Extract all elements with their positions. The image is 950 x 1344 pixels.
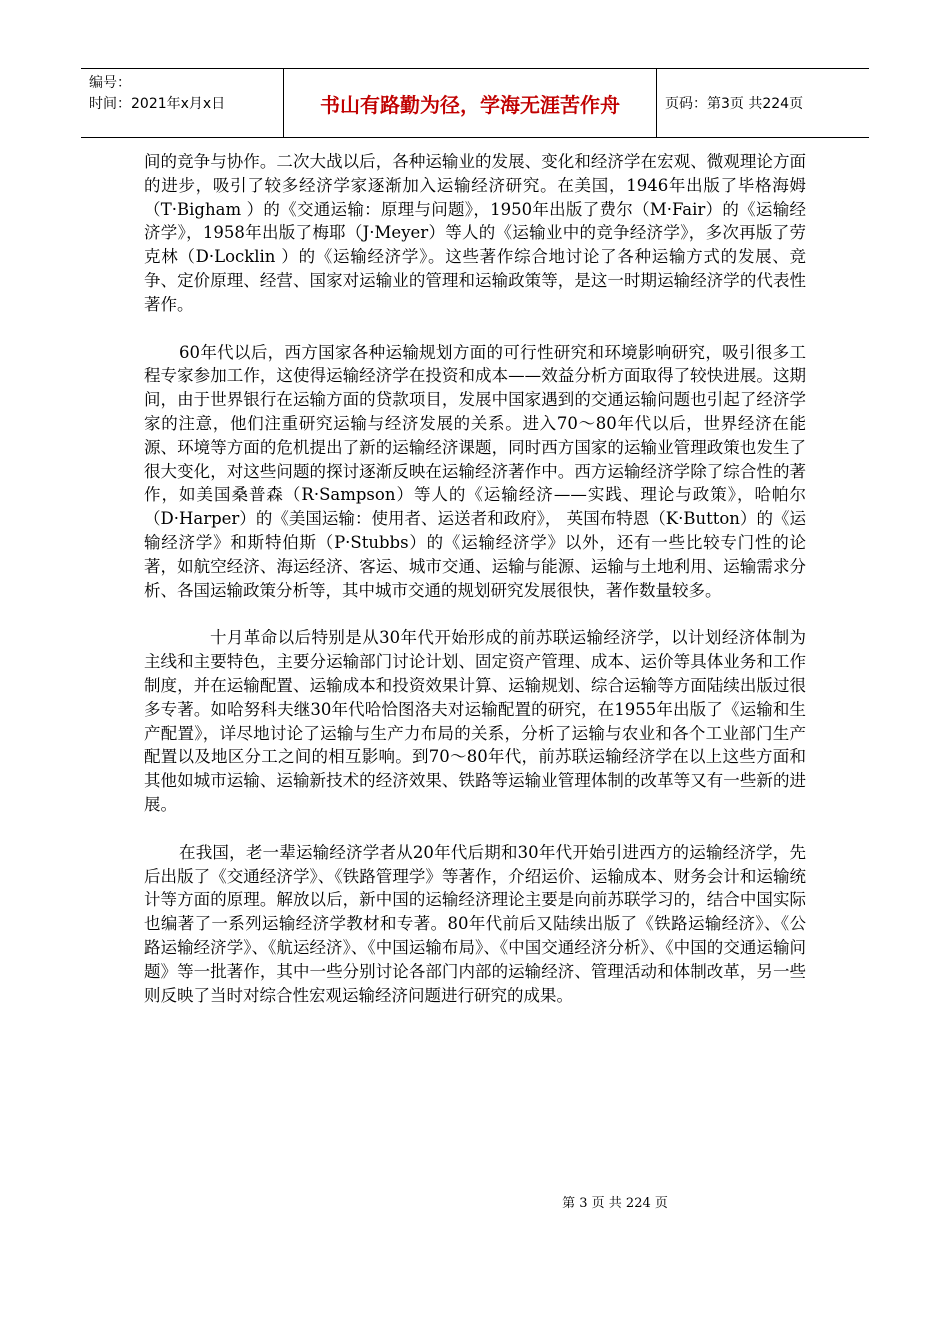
paragraph-1: 间的竞争与协作。二次大战以后，各种运输业的发展、变化和经济学在宏观、微观理论方面的进步，吸引了较多经济学家逐渐加入运输经济研究。在美国，1946年出版了毕格海姆（T·Bigham ）的《交通运输：原理与问题》，1950年出版了费尔（M·Fair）的《运输经济学》，1958年出版了梅耶（J·Meyer）等人的《运输业中的竞争经济学》，多次再版了劳克林（D·Locklin ）的《运输经济学》。这些著作综合地讨论了各种运输方式的发展、竞争、定价原理、经营、国家对运输业的管理和运输政策等，是这一时期运输经济学的代表性著作。 — [144, 152, 806, 314]
page-footer: 第 3 页 共 224 页 — [562, 1196, 668, 1211]
page-header — [81, 68, 869, 138]
header-meta — [81, 69, 284, 137]
paragraph-4: 在我国，老一辈运输经济学者从20年代后期和30年代开始引进西方的运输经济学，先后出版了《交通经济学》、《铁路管理学》等著作，介绍运价、运输成本、财务会计和运输统计等方面的原理。解放以后，新中国的运输经济理论主要是向前苏联学习的，结合中国实际也编著了一系列运输经济学教材和专著。80年代前后又陆续出版了《铁路运输经济》、《公路运输经济学》、《航运经济》、《中国运输布局》、《中国交通经济分析》、《中国的交通运输问题》等一批著作，其中一些分别讨论各部门内部的运输经济、管理活动和体制改革，另一些则反映了当时对综合性宏观运输经济问题进行研究的成果。 — [144, 842, 806, 1005]
document-date: 时间：2021年x月x日 — [89, 96, 226, 112]
document-number-label: 编号： — [89, 75, 131, 91]
paragraph-2: 60年代以后，西方国家各种运输规划方面的可行性研究和环境影响研究，吸引很多工程专家参加工作，这使得运输经济学在投资和成本——效益分析方面取得了较快进展。这期间，由于世界银行在运输方面的贷款项目，发展中国家遇到的交通运输问题也引起了经济学家的注意，他们注重研究运输与经济发展的关系。进入70～80年代以后，世界经济在能源、环境等方面的危机提出了新的运输经济课题，同时西方国家的运输业管理政策也发生了很大变化，对这些问题的探讨逐渐反映在运输经济著作中。西方运输经济学除了综合性的著作，如美国桑普森（R·Sampson）等人的《运输经济——实践、理论与政策》，哈帕尔（D·Harper）的《美国运输：使用者、运送者和政府》， 英国布特恩（K·Button）的《运输经济学》和斯特伯斯（P·Stubbs）的《运输经济学》以外，还有一些比较专门性的论著，如航空经济、海运经济、客运、城市交通、运输与能源、运输与土地利用、运输需求分析、各国运输政策分析等，其中城市交通的规划研究发展很快，著作数量较多。 — [144, 342, 806, 600]
header-motto: 书山有路勤为径，学海无涯苦作舟 — [284, 69, 657, 137]
header-page-info: 页码：第3页 共224页 — [665, 96, 804, 112]
document-body — [144, 150, 806, 1007]
paragraph-3: 十月革命以后特别是从30年代开始形成的前苏联运输经济学，以计划经济体制为主线和主要特色，主要分运输部门讨论计划、固定资产管理、成本、运价等具体业务和工作制度，并在运输配置、运输成本和投资效果计算、运输规划、综合运输等方面陆续出版过很多专著。如哈努科夫继30年代哈恰图洛夫对运输配置的研究，在1955年出版了《运输和生产配置》，详尽地讨论了运输与生产力布局的关系，分析了运输与农业和各个工业部门生产配置以及地区分工之间的相互影响。到70～80年代，前苏联运输经济学在以上这些方面和其他如城市运输、运输新技术的经济效果、铁路等运输业管理体制的改革等又有一些新的进展。 — [144, 628, 806, 814]
